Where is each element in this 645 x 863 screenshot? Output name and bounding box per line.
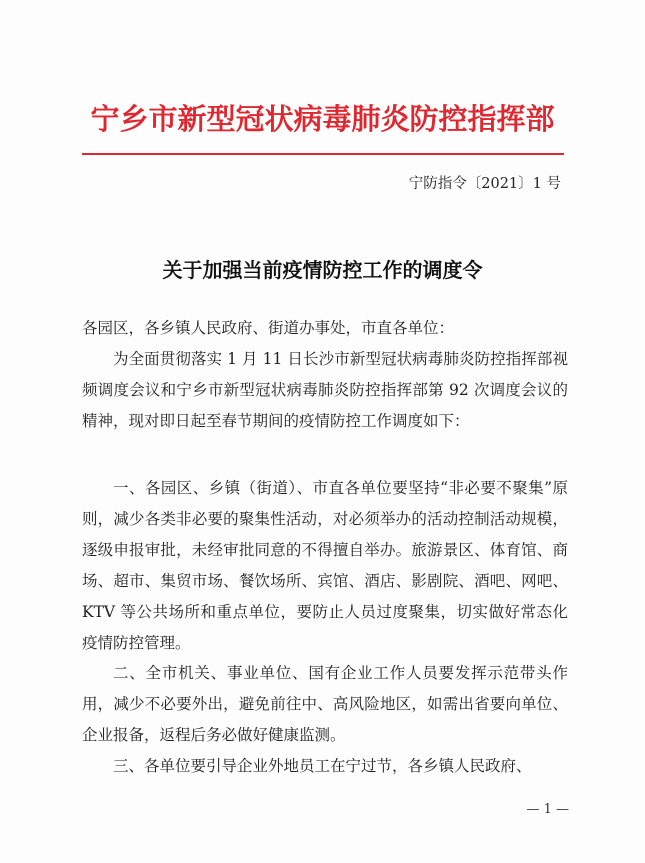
document-number: 宁防指令〔2021〕1 号	[408, 176, 561, 192]
paragraph-text: 三、各单位要引导企业外地员工在宁过节，各乡镇人民政府、	[113, 757, 532, 775]
body-paragraph-item-2	[82, 658, 568, 751]
body-paragraph-intro	[82, 344, 568, 437]
paragraph-text: 一、各园区、乡镇（街道）、市直各单位要坚持“非必要不聚集”原则，减少各类非必要的聚集性活动，对必须举办的活动控制活动规模，逐级申报审批，未经审批同意的不得擅自举办。旅游景区、体育馆、商场、超市、集贸市场、餐饮场所、宾馆、酒店、影剧院、酒吧、网吧、KTV 等公共场所和重点单位，要防止人员过度聚集，切实做好常态化疫情防控管理。	[82, 479, 568, 653]
paragraph-text: 为全面贯彻落实 1 月 11 日长沙市新型冠状病毒肺炎防控指挥部视频调度会议和宁乡市新型冠状病毒肺炎防控指挥部第 92 次调度会议的精神，现对即日起至春节期间的疫情防控工作调度如下：	[82, 350, 568, 431]
body-paragraph-item-1	[82, 473, 568, 660]
document-title: 关于加强当前疫情防控工作的调度令	[162, 258, 483, 282]
issuing-authority-header: 宁乡市新型冠状病毒肺炎防控指挥部	[90, 102, 555, 136]
page-number: — 1 —	[526, 802, 569, 817]
paragraph-text: 二、全市机关、事业单位、国有企业工作人员要发挥示范带头作用，减少不必要外出，避免前往中、高风险地区，如需出省要向单位、企业报备，返程后务必做好健康监测。	[82, 664, 568, 745]
red-header-rule	[82, 153, 564, 155]
salutation: 各园区，各乡镇人民政府、街道办事处，市直各单位：	[82, 319, 455, 337]
body-paragraph-item-3	[82, 751, 568, 782]
